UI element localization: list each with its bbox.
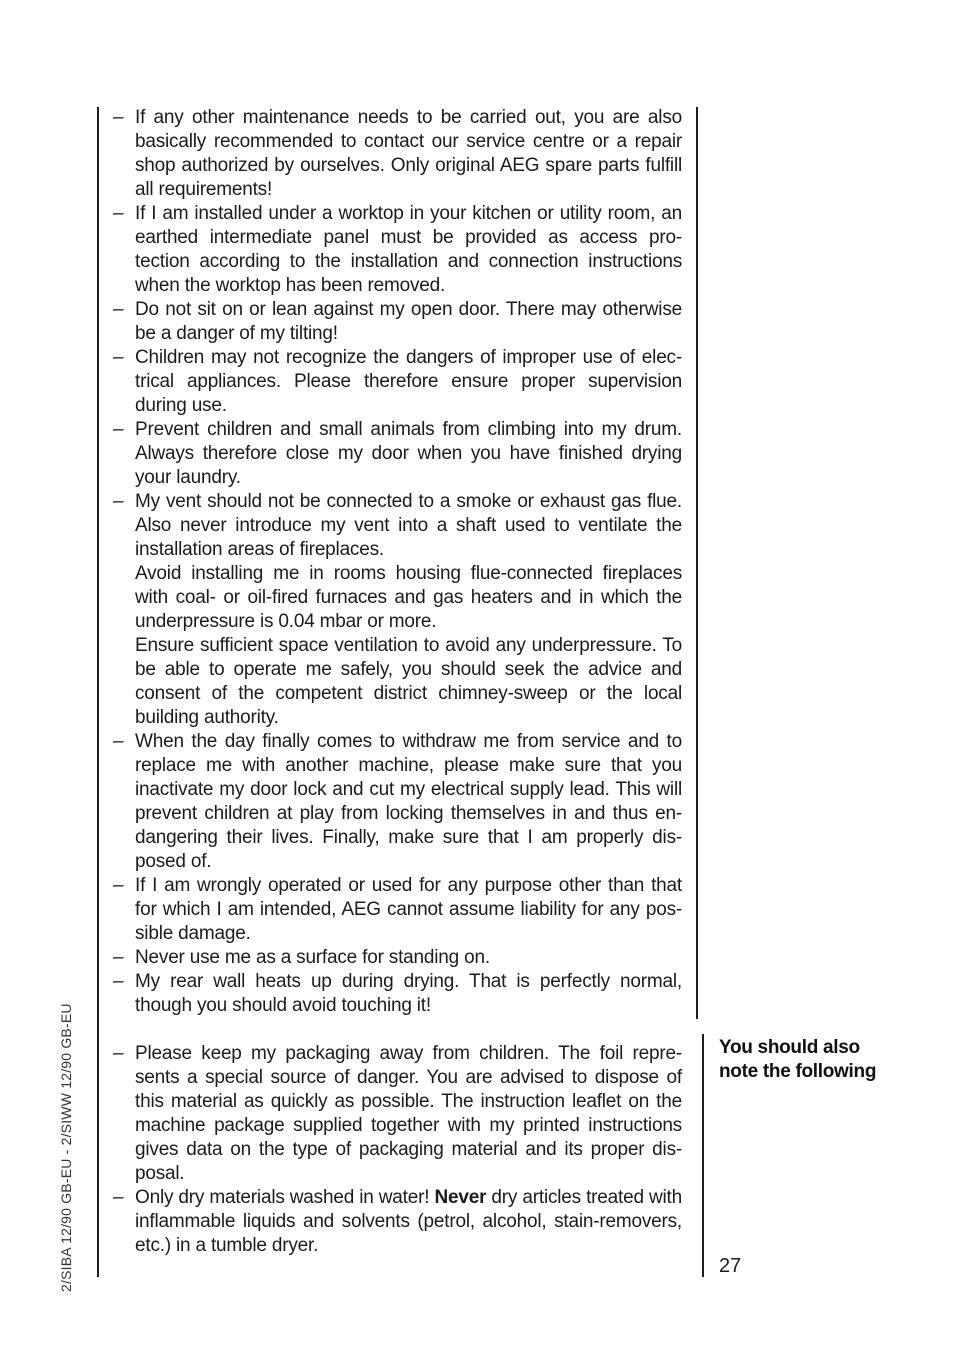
document-code: 2/SIBA 12/90 GB-EU - 2/SIWW 12/90 GB-EU [58,1003,74,1292]
list-item-text: If I am wrongly operated or used for any purpose other than that for which I am intended, AEG cannot assume liability for any pos-sible damage. [135,875,682,944]
safety-list-2 [110,1042,682,1258]
bullet-dash: – [113,203,124,224]
list-item-text: Children may not recognize the dangers of improper use of elec-trical appliances. Please therefore ensure proper supervision during use. [135,347,682,416]
list-item-text: If any other maintenance needs to be carried out, you are also basically recommended to contact our service centre or a repair shop authorized by ourselves. Only original AEG spare parts fulfill all requirements! [135,107,682,200]
bullet-dash: – [113,491,124,512]
bullet-dash: – [113,347,124,368]
list-item-paragraph: Ensure sufficient space ventilation to avoid any underpressure. To be able to operate me safely, you should seek the advice and consent of the competent district chimney-sweep or the local building authority. [135,635,682,728]
bullet-dash: – [113,1043,124,1064]
list-item [110,1042,682,1186]
bullet-dash: – [113,947,124,968]
left-margin-rule [97,107,99,1277]
bullet-dash: – [113,1187,124,1208]
bullet-dash: – [113,731,124,752]
bullet-dash: – [113,299,124,320]
bullet-dash: – [113,419,124,440]
list-item-text: Never use me as a surface for standing on. [135,947,490,968]
list-item [110,730,682,874]
list-item [110,202,682,298]
bullet-dash: – [113,107,124,128]
list-item-text: Do not sit on or lean against my open door. There may otherwise be a danger of my tilting! [135,299,682,344]
list-item [110,970,682,1018]
list-item-text: Please keep my packaging away from children. The foil repre-sents a special source of danger. You are advised to dispose of this material as quickly as possible. The instruction leaflet on the machine package supplied together with my printed instructions gives data on the type of packaging material and its proper dis-posal. [135,1043,682,1184]
list-item [110,874,682,946]
list-item-text: When the day finally comes to withdraw me from service and to replace me with another machine, please make sure that you inactivate my door lock and cut my electrical supply lead. This will prevent children at play from locking themselves in and thus en-dangering their lives. Finally, make sure that I am properly dis-posed of. [135,731,682,872]
list-item [110,490,682,730]
emphasis-never: Never [434,1187,487,1208]
list-item [110,298,682,346]
right-margin-rule-lower [702,1034,704,1277]
bullet-dash: – [113,875,124,896]
bullet-dash: – [113,971,124,992]
right-margin-rule-upper [696,107,698,1019]
list-item [110,418,682,490]
list-item [110,106,682,202]
list-item-paragraph: Avoid installing me in rooms housing flue-connected fireplaces with coal- or oil-fired furnaces and gas heaters and in which the underpressure is 0.04 mbar or more. [135,563,682,632]
list-item-text-start: Only dry materials washed in water! [135,1187,435,1208]
list-item [110,1186,682,1258]
list-item [110,946,682,970]
list-item-text: Prevent children and small animals from climbing into my drum. Always therefore close my door when you have finished drying your laundry. [135,419,682,488]
list-item-text-end: dry articles treated with inflammable liquids and solvents (petrol, alcohol, stain-removers, etc.) in a tumble dryer. [135,1187,682,1256]
page-number: 27 [719,1255,742,1277]
list-item-text: If I am installed under a worktop in your kitchen or utility room, an earthed intermediate panel must be provided as access pro-tection according to the installation and connection instructions when the worktop has been removed. [135,203,682,296]
list-item-text [135,1186,682,1258]
side-heading: You should also note the following [719,1037,877,1082]
list-item-text: My rear wall heats up during drying. That is perfectly normal, though you should avoid touching it! [135,971,682,1016]
list-item [110,346,682,418]
list-item-text: My vent should not be connected to a smoke or exhaust gas flue. Also never introduce my vent into a shaft used to ventilate the installation areas of fireplaces. [135,491,682,560]
safety-list-1 [110,106,682,1018]
main-text-column [110,106,682,1258]
